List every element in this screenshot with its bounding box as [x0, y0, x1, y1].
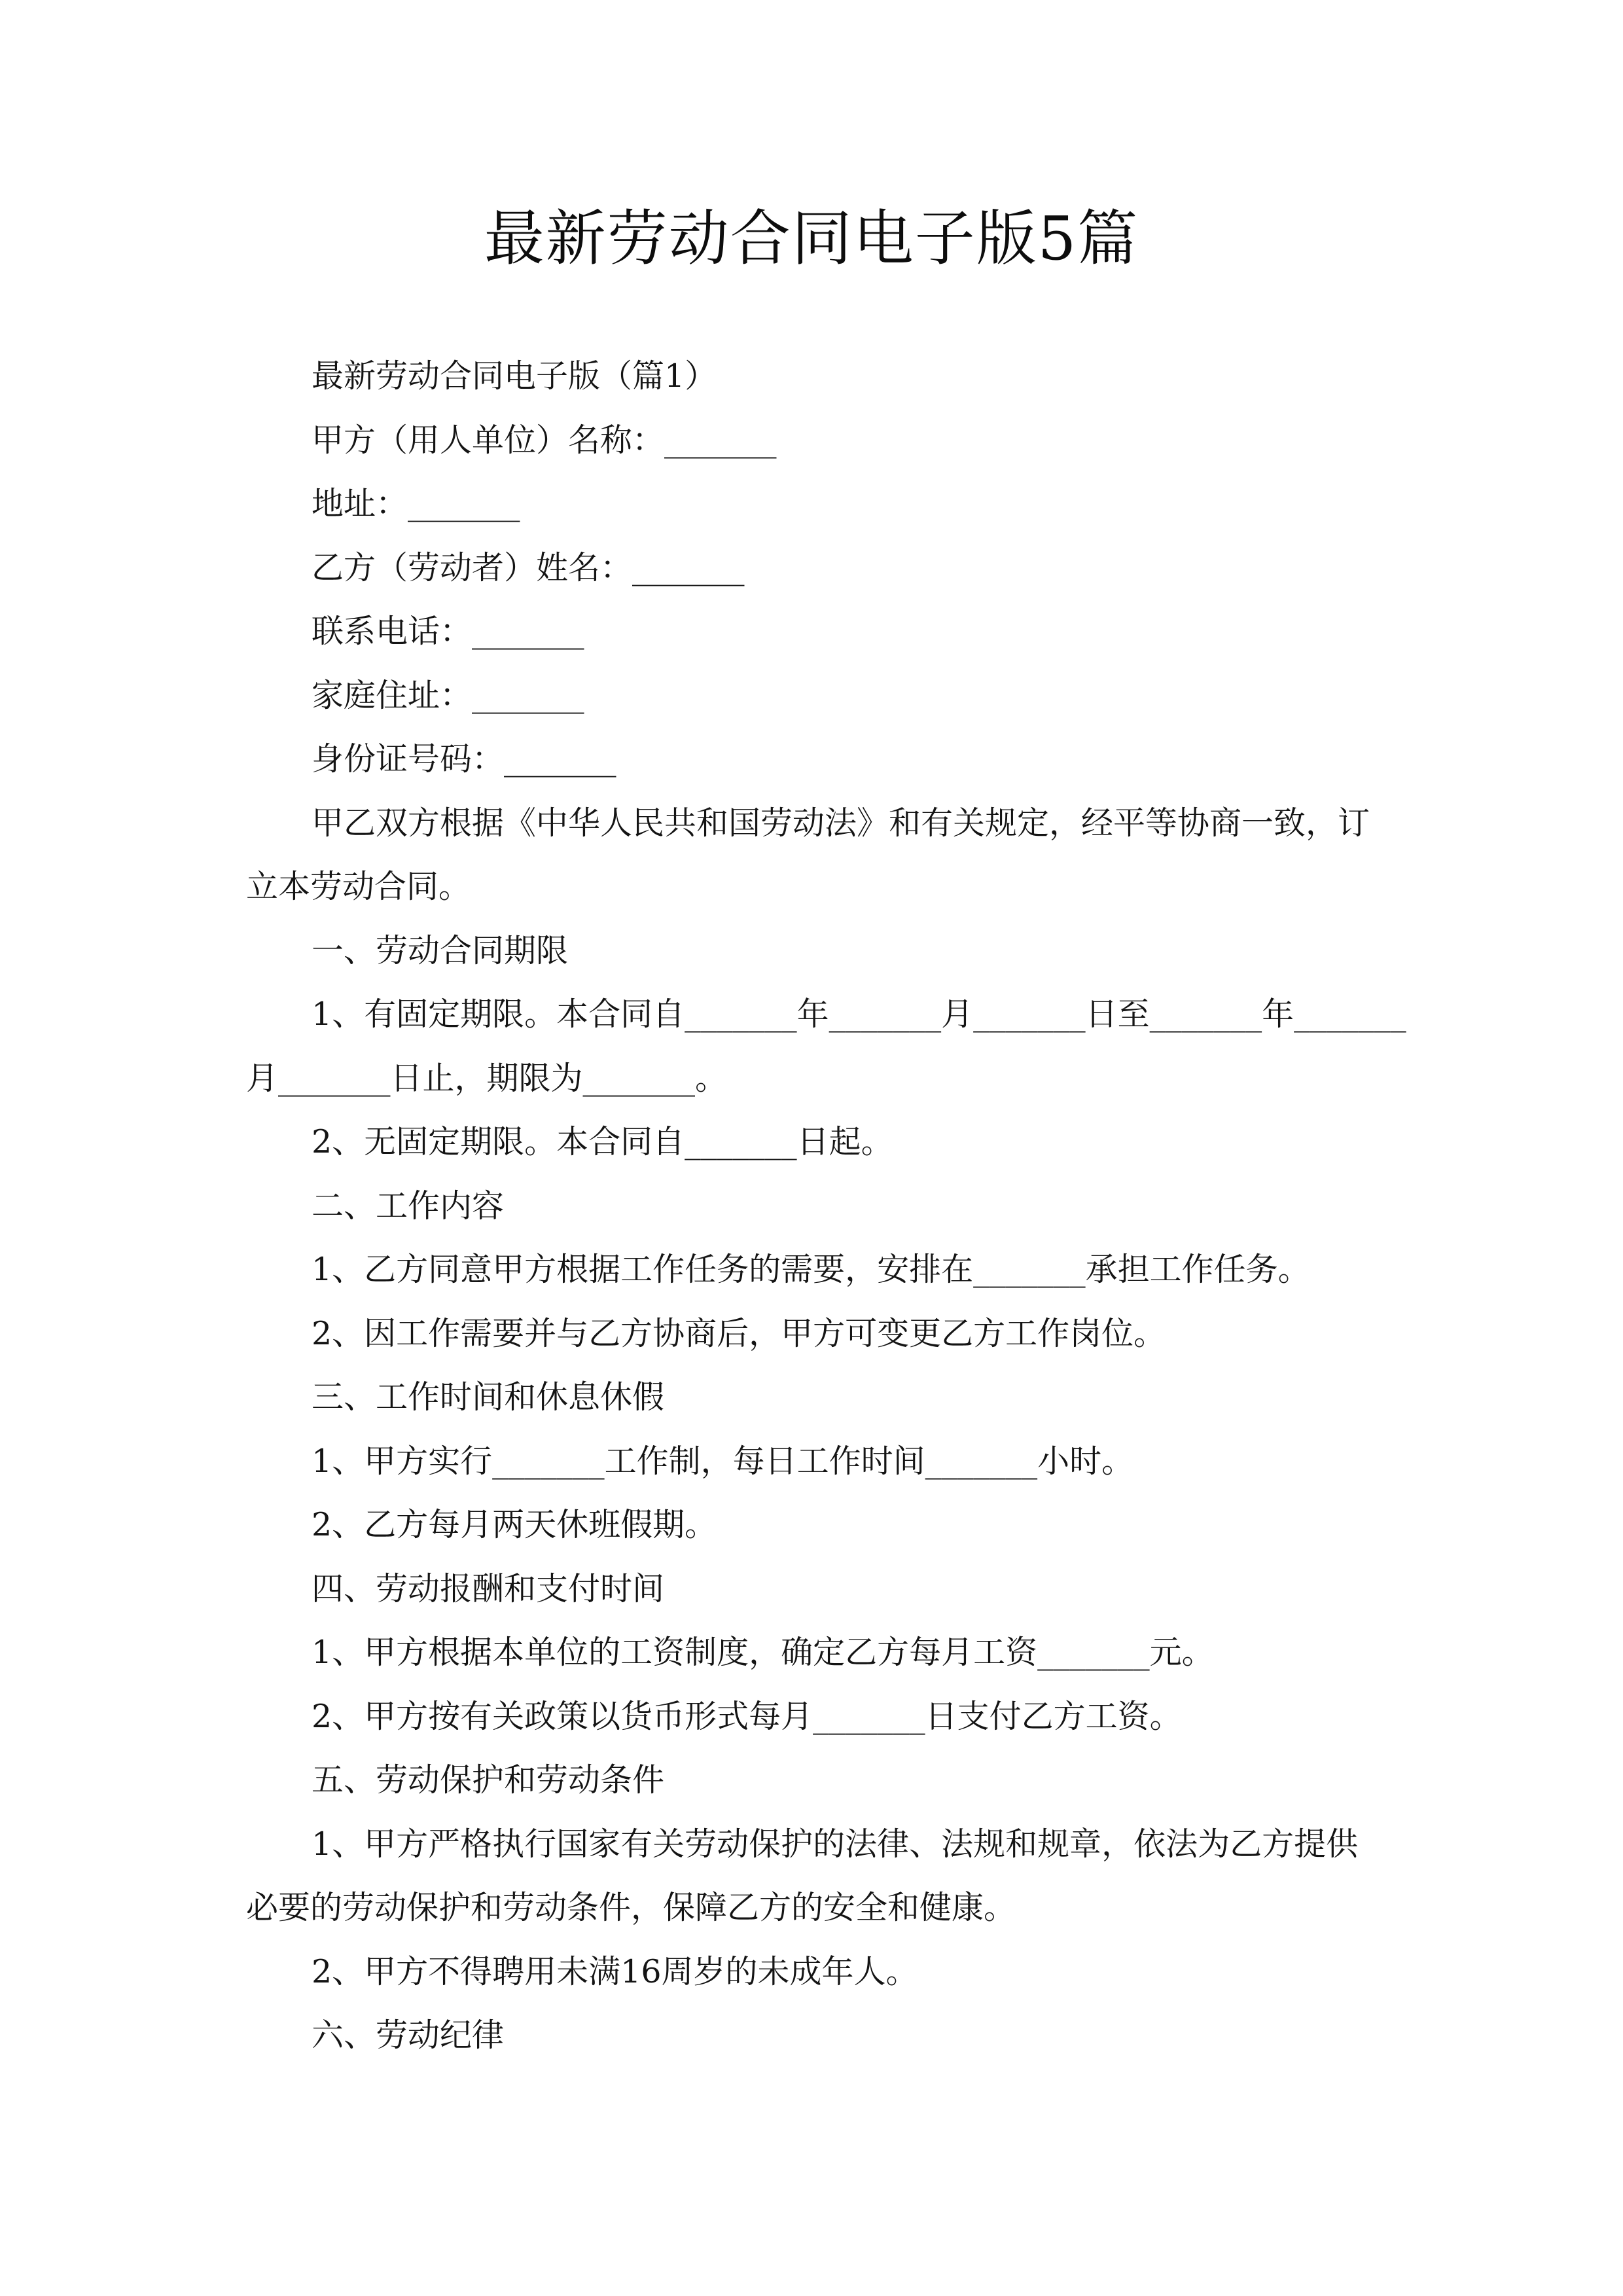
section-heading-2: 二、工作内容 — [312, 1187, 505, 1225]
section-heading-3: 三、工作时间和休息休假 — [312, 1378, 665, 1416]
clause-5-1-line-2: 必要的劳动保护和劳动条件，保障乙方的安全和健康。 — [246, 1889, 1016, 1926]
clause-1-1-line-1: 1、有固定期限。本合同自_______年_______月_______日至_______年_______ — [312, 996, 1406, 1033]
clause-1-2: 2、无固定期限。本合同自_______日起。 — [312, 1123, 893, 1160]
section-heading-4: 四、劳动报酬和支付时间 — [312, 1570, 665, 1607]
section-heading-6: 六、劳动纪律 — [312, 2017, 505, 2054]
field-address: 地址：_______ — [312, 485, 520, 522]
field-employee-name: 乙方（劳动者）姓名：_______ — [312, 548, 745, 586]
field-id-number: 身份证号码：_______ — [312, 740, 616, 778]
clause-1-1-line-2: 月_______日止，期限为_______。 — [246, 1059, 728, 1097]
field-phone: 联系电话：_______ — [312, 613, 584, 650]
field-employer-name: 甲方（用人单位）名称：_______ — [312, 421, 777, 459]
section-heading-5: 五、劳动保护和劳动条件 — [312, 1761, 665, 1799]
intro-line-1: 甲乙双方根据《中华人民共和国劳动法》和有关规定，经平等协商一致，订 — [312, 804, 1370, 842]
clause-3-2: 2、乙方每月两天休班假期。 — [312, 1506, 717, 1543]
document-title: 最新劳动合同电子版5篇 — [484, 204, 1139, 274]
clause-4-1: 1、甲方根据本单位的工资制度，确定乙方每月工资_______元。 — [312, 1634, 1214, 1671]
clause-2-2: 2、因工作需要并与乙方协商后，甲方可变更乙方工作岗位。 — [312, 1314, 1166, 1352]
heading-part-1: 最新劳动合同电子版（篇1） — [312, 357, 717, 395]
field-home-address: 家庭住址：_______ — [312, 676, 584, 714]
section-heading-1: 一、劳动合同期限 — [312, 931, 569, 969]
clause-5-1-line-1: 1、甲方严格执行国家有关劳动保护的法律、法规和规章，依法为乙方提供 — [312, 1825, 1359, 1863]
document-body — [246, 344, 1406, 2068]
clause-2-1: 1、乙方同意甲方根据工作任务的需要，安排在_______承担工作任务。 — [312, 1251, 1310, 1288]
clause-4-2: 2、甲方按有关政策以货币形式每月_______日支付乙方工资。 — [312, 1697, 1182, 1735]
intro-line-2: 立本劳动合同。 — [246, 868, 471, 905]
clause-3-1: 1、甲方实行_______工作制，每日工作时间_______小时。 — [312, 1442, 1134, 1480]
clause-5-2: 2、甲方不得聘用未满16周岁的未成年人。 — [312, 1952, 918, 1990]
